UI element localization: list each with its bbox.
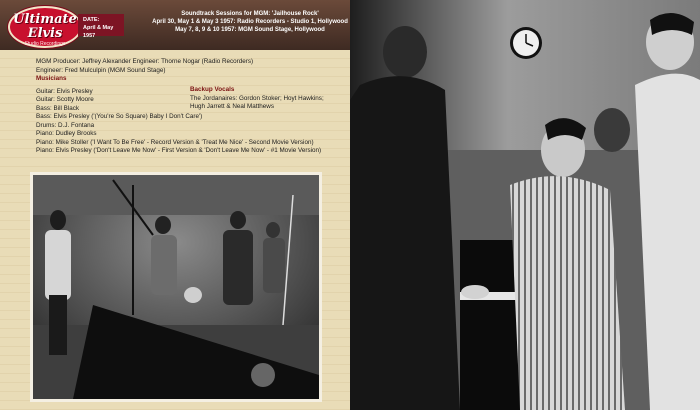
producer-line: MGM Producer: Jeffrey Alexander Engineer: Thorne Nogar (Radio Recorders): [36, 58, 254, 65]
logo-sub: Studio Recordings: [24, 41, 66, 47]
musician-row: Bass: Bill Black: [36, 104, 80, 112]
backup-vocals-heading: Backup Vocals: [190, 86, 235, 93]
musician-row: Piano: Dudley Brooks: [36, 130, 97, 137]
musician-row: Guitar: Scotty Moore: [36, 96, 94, 103]
musicians-heading: Musicians: [36, 75, 67, 82]
musician-row: Drums: D.J. Fontana: [36, 121, 95, 129]
musician-row: Guitar: Elvis Presley: [36, 87, 93, 95]
session-line: Soundtrack Sessions for MGM: 'Jailhouse Rock': [181, 11, 319, 17]
backup-vocal-line: The Jordanaires: Gordon Stoker; Hoyt Hawkins;: [190, 94, 324, 102]
backup-vocal-line: Hugh Jarrett & Neal Matthews: [190, 103, 274, 110]
musician-row: Bass: Elvis Presley ('(You're So Square) Baby I Don't Care'): [36, 113, 203, 120]
engineer-line: Engineer: Fred Mulculpin (MGM Sound Stage): [36, 66, 166, 74]
ultimate-elvis-logo: [8, 6, 82, 48]
studio-photo-graphic: [33, 175, 319, 399]
elvis-piano-photo: [350, 0, 700, 410]
session-line: May 7, 8, 9 & 10 1957: MGM Sound Stage, Hollywood: [175, 27, 325, 33]
studio-session-photo: [30, 172, 322, 402]
date-label: DATE:: [83, 17, 100, 23]
piano-photo-graphic: [350, 0, 700, 410]
logo-line1: Ultimate: [13, 12, 77, 27]
musician-row: Piano: Elvis Presley ('Don't Leave Me Now' - First Version & 'Don't Leave Me Now' - #1 Movie Version): [36, 147, 322, 154]
session-line: April 30, May 1 & May 3 1957: Radio Recorders - Studio 1, Hollywood: [152, 19, 348, 25]
header-bar: [0, 0, 350, 50]
logo-line2: Elvis: [27, 26, 63, 41]
date-value: April & May 1957: [83, 25, 114, 39]
musician-row: Piano: Mike Stoller ('I Want To Be Free' - Record Version & 'Treat Me Nice' - Second Movie Version): [36, 138, 314, 146]
backup-vocals-block: [190, 86, 350, 112]
date-badge: [78, 14, 124, 39]
session-info: [152, 10, 348, 34]
